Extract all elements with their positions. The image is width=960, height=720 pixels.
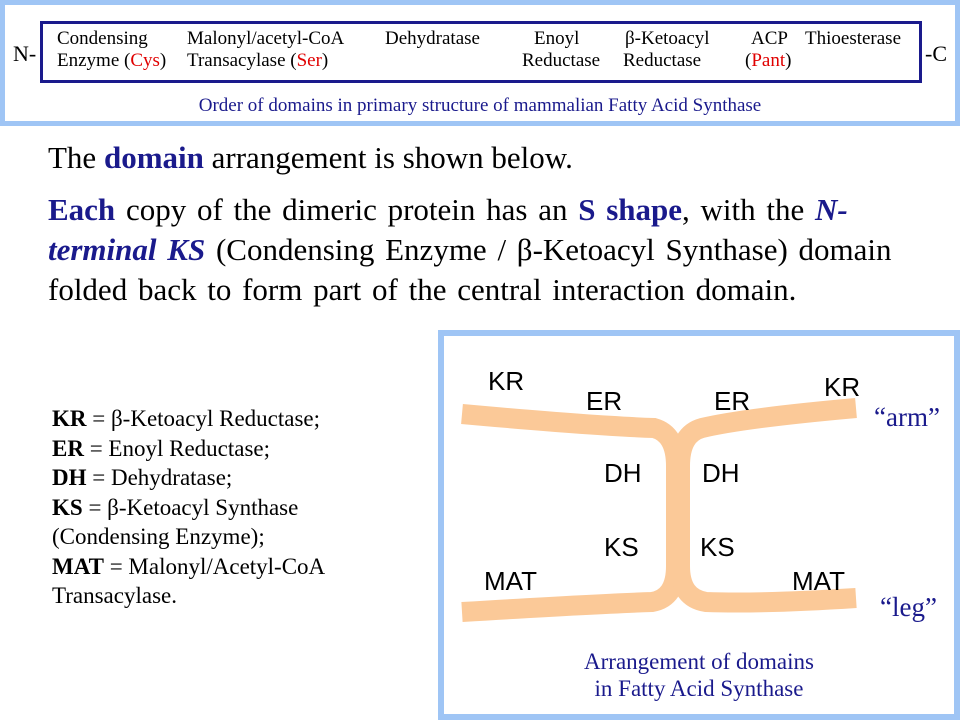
legend-item-mat-cont: Transacylase.: [52, 583, 177, 608]
ks-right-label: KS: [700, 532, 735, 562]
dh-right-label: DH: [702, 458, 740, 488]
domain-malonyl-acetyl-transacylase: Malonyl/acetyl-CoA Transacylase (Ser): [187, 28, 345, 71]
intro-paragraph: The domain arrangement is shown below.: [48, 140, 573, 175]
domain-acp: ACP (Pant): [745, 28, 792, 71]
kr-right-label: KR: [824, 372, 861, 402]
domain-order-box: [40, 21, 922, 83]
legend-item-er: ER = Enoyl Reductase;: [52, 435, 271, 461]
mat-left-label: MAT: [484, 566, 537, 596]
ks-left-label: KS: [604, 532, 639, 562]
abbreviation-legend: [52, 404, 325, 611]
legend-item-mat: MAT = Malonyl/Acetyl-CoA: [52, 553, 326, 579]
fas-domain-diagram: [438, 330, 960, 720]
n-terminus-label: N-: [13, 41, 37, 66]
er-left-label: ER: [586, 386, 623, 416]
arm-label: “arm”: [874, 402, 940, 432]
domain-thioesterase: Thioesterase: [805, 28, 902, 49]
er-right-label: ER: [714, 386, 751, 416]
legend-item-ks: KS = β-Ketoacyl Synthase: [52, 494, 299, 520]
primary-structure-banner: [0, 0, 960, 126]
mat-right-label: MAT: [792, 566, 845, 596]
domain-condensing-enzyme: Condensing Enzyme (Cys): [57, 28, 167, 71]
dh-left-label: DH: [604, 458, 642, 488]
domain-dehydratase: Dehydratase: [385, 28, 480, 49]
legend-item-kr: KR = β-Ketoacyl Reductase;: [52, 406, 321, 431]
legend-item-ks-cont: (Condensing Enzyme);: [52, 524, 265, 549]
diagram-caption: Arrangement of domains in Fatty Acid Synthase: [584, 649, 814, 701]
domain-enoyl-reductase: Enoyl Reductase: [522, 28, 601, 71]
s-shape-paragraph: Each copy of the dimeric protein has an S shape, with the N-terminal KS (Condensing Enzyme / β-Ketoacyl Synthase) domain folded back to form part of the central interaction domain.: [48, 192, 892, 307]
domain-ketoacyl-reductase: β-Ketoacyl Reductase: [623, 28, 710, 71]
banner-caption: Order of domains in primary structure of mammalian Fatty Acid Synthase: [198, 95, 762, 116]
leg-label: “leg”: [880, 592, 937, 622]
legend-item-dh: DH = Dehydratase;: [52, 465, 233, 490]
kr-left-label: KR: [488, 366, 525, 396]
c-terminus-label: -C: [925, 41, 947, 66]
